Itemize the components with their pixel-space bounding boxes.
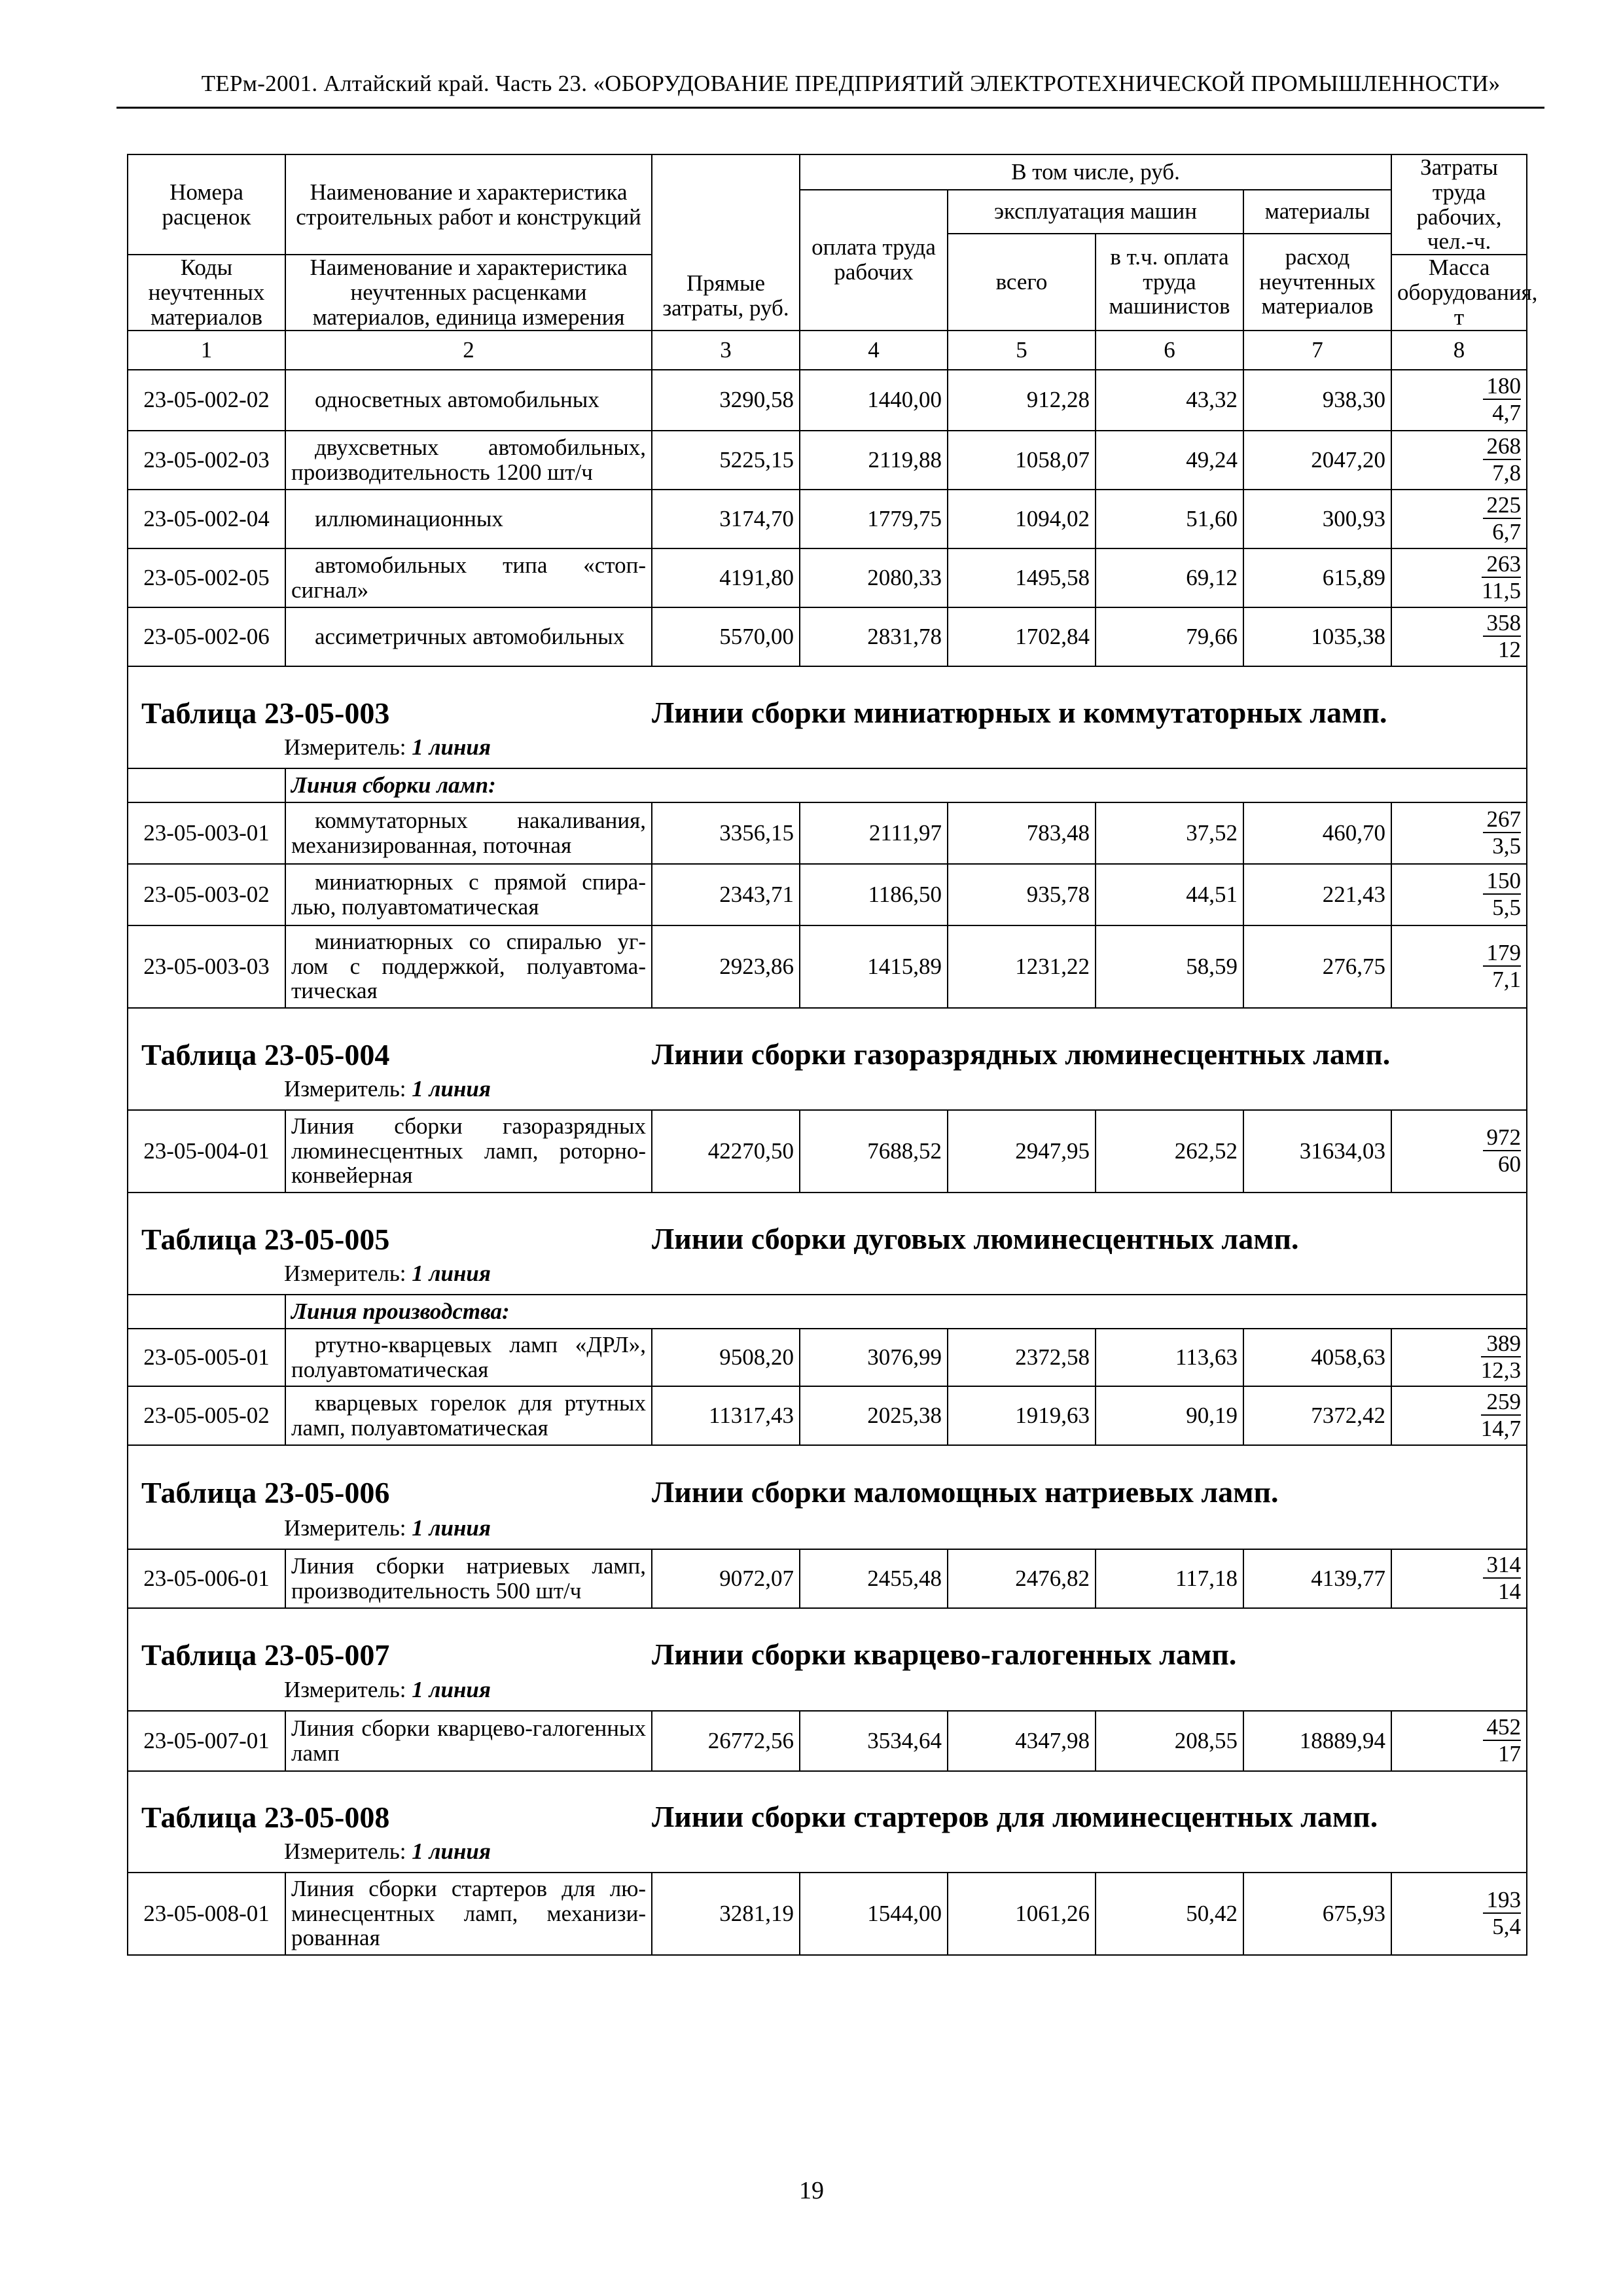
equipment-mass: 5,4 bbox=[1492, 1913, 1522, 1939]
header-code-top: Номера расценок bbox=[128, 154, 285, 255]
table-section-header bbox=[128, 1608, 1527, 1677]
rate-code: 23-05-005-01 bbox=[128, 1329, 285, 1386]
value-labor: 3534,64 bbox=[800, 1711, 948, 1771]
section-cell bbox=[128, 1445, 1527, 1516]
section-cell bbox=[128, 1771, 1527, 1839]
rates-table bbox=[127, 154, 1538, 1956]
measure-cell bbox=[128, 735, 1527, 768]
header-incl-labor: в т.ч. оплата труда машинистов bbox=[1096, 234, 1243, 331]
value-machinist: 113,63 bbox=[1096, 1329, 1243, 1386]
rate-code: 23-05-003-02 bbox=[128, 864, 285, 925]
table-number: Таблица 23-05-007 bbox=[141, 1638, 390, 1672]
equipment-mass: 14 bbox=[1498, 1578, 1522, 1604]
fraction bbox=[1483, 611, 1522, 661]
value-direct: 3356,15 bbox=[652, 802, 800, 864]
column-number: 1 bbox=[128, 331, 285, 370]
measure-cell bbox=[128, 1839, 1527, 1873]
rate-name: Линия сборки натриевых ламп, производительность 500 шт/ч bbox=[285, 1549, 652, 1608]
value-machines: 912,28 bbox=[948, 370, 1096, 431]
value-direct: 9508,20 bbox=[652, 1329, 800, 1386]
subheading: Линия производства: bbox=[285, 1295, 1527, 1329]
labor-hours: 180 bbox=[1483, 374, 1522, 400]
value-machines: 1094,02 bbox=[948, 490, 1096, 548]
rate-code: 23-05-002-02 bbox=[128, 370, 285, 431]
header-consumption: расход неучтенных материалов bbox=[1243, 234, 1391, 331]
measure-row bbox=[128, 735, 1527, 768]
value-machines: 1061,26 bbox=[948, 1873, 1096, 1955]
value-machinist: 43,32 bbox=[1096, 370, 1243, 431]
rate-code: 23-05-003-03 bbox=[128, 925, 285, 1008]
column-number: 4 bbox=[800, 331, 948, 370]
table-number: Таблица 23-05-008 bbox=[141, 1801, 390, 1835]
table-title: Линии сборки газоразрядных люминесцентных ламп. bbox=[652, 1037, 1391, 1071]
table-row bbox=[128, 548, 1527, 607]
section-cell bbox=[128, 1608, 1527, 1677]
value-machines: 2476,82 bbox=[948, 1549, 1096, 1608]
equipment-mass: 5,5 bbox=[1492, 894, 1522, 920]
measure bbox=[134, 1839, 1521, 1872]
table-section-header bbox=[128, 1445, 1527, 1516]
measure bbox=[134, 735, 1521, 768]
table-row bbox=[128, 925, 1527, 1008]
measure-value: 1 линия bbox=[412, 1260, 491, 1286]
fraction bbox=[1483, 493, 1522, 543]
value-machinist: 49,24 bbox=[1096, 431, 1243, 490]
subheading-blank bbox=[128, 768, 285, 802]
section-heading bbox=[134, 1776, 1521, 1834]
rate-code: 23-05-007-01 bbox=[128, 1711, 285, 1771]
measure-row bbox=[128, 1077, 1527, 1110]
rate-name: миниатюрных со спиралью уг-лом с поддержкой, полуавтома-тическая bbox=[285, 925, 652, 1008]
value-machines: 1058,07 bbox=[948, 431, 1096, 490]
section-cell bbox=[128, 666, 1527, 735]
header-name-bottom: Наименование и характеристика неучтенных расценками материалов, единица измерения bbox=[285, 255, 652, 330]
value-direct: 26772,56 bbox=[652, 1711, 800, 1771]
rate-name: миниатюрных с прямой спира-лью, полуавтоматическая bbox=[285, 864, 652, 925]
table-row bbox=[128, 1110, 1527, 1193]
table-row bbox=[128, 1549, 1527, 1608]
labor-hours: 314 bbox=[1483, 1553, 1522, 1579]
value-machines: 2947,95 bbox=[948, 1110, 1096, 1193]
value-labor: 1186,50 bbox=[800, 864, 948, 925]
rate-code: 23-05-006-01 bbox=[128, 1549, 285, 1608]
subheading-blank bbox=[128, 1295, 285, 1329]
labor-mass-fraction bbox=[1391, 370, 1527, 431]
rate-name: ртутно-кварцевых ламп «ДРЛ», полуавтоматическая bbox=[285, 1329, 652, 1386]
value-machines: 1919,63 bbox=[948, 1386, 1096, 1445]
measure-label: Измеритель: bbox=[284, 734, 406, 760]
header-materials: материалы bbox=[1243, 190, 1391, 234]
measure-label: Измеритель: bbox=[284, 1260, 406, 1286]
measure bbox=[134, 1261, 1521, 1294]
labor-hours: 259 bbox=[1481, 1390, 1521, 1416]
equipment-mass: 17 bbox=[1498, 1740, 1522, 1767]
column-number: 2 bbox=[285, 331, 652, 370]
header-rule bbox=[116, 107, 1544, 109]
value-labor: 2025,38 bbox=[800, 1386, 948, 1445]
header-labor-costs: Затраты труда рабочих, чел.-ч. bbox=[1391, 154, 1527, 255]
fraction bbox=[1483, 435, 1522, 484]
equipment-mass: 60 bbox=[1498, 1151, 1522, 1177]
value-direct: 2343,71 bbox=[652, 864, 800, 925]
value-machines: 1702,84 bbox=[948, 607, 1096, 666]
value-materials: 276,75 bbox=[1243, 925, 1391, 1008]
value-machinist: 69,12 bbox=[1096, 548, 1243, 607]
subheading: Линия сборки ламп: bbox=[285, 768, 1527, 802]
labor-mass-fraction bbox=[1391, 548, 1527, 607]
measure-row bbox=[128, 1839, 1527, 1873]
value-labor: 7688,52 bbox=[800, 1110, 948, 1193]
value-labor: 2831,78 bbox=[800, 607, 948, 666]
table-section-header bbox=[128, 1008, 1527, 1077]
section-cell bbox=[128, 1193, 1527, 1261]
value-direct: 3290,58 bbox=[652, 370, 800, 431]
labor-hours: 972 bbox=[1483, 1126, 1522, 1151]
value-machinist: 50,42 bbox=[1096, 1873, 1243, 1955]
table-number: Таблица 23-05-005 bbox=[141, 1222, 390, 1256]
labor-mass-fraction bbox=[1391, 802, 1527, 864]
value-labor: 2455,48 bbox=[800, 1549, 948, 1608]
value-materials: 1035,38 bbox=[1243, 607, 1391, 666]
measure bbox=[134, 1516, 1521, 1549]
rate-code: 23-05-008-01 bbox=[128, 1873, 285, 1955]
fraction bbox=[1483, 869, 1522, 919]
value-machines: 4347,98 bbox=[948, 1711, 1096, 1771]
measure-cell bbox=[128, 1516, 1527, 1549]
value-machinist: 117,18 bbox=[1096, 1549, 1243, 1608]
value-labor: 2080,33 bbox=[800, 548, 948, 607]
value-labor: 1544,00 bbox=[800, 1873, 948, 1955]
table-row bbox=[128, 802, 1527, 864]
table-row bbox=[128, 607, 1527, 666]
equipment-mass: 12 bbox=[1498, 636, 1522, 662]
value-machinist: 208,55 bbox=[1096, 1711, 1243, 1771]
labor-mass-fraction bbox=[1391, 925, 1527, 1008]
rate-code: 23-05-002-05 bbox=[128, 548, 285, 607]
labor-mass-fraction bbox=[1391, 490, 1527, 548]
value-direct: 11317,43 bbox=[652, 1386, 800, 1445]
measure-cell bbox=[128, 1261, 1527, 1295]
rate-name: коммутаторных накаливания, механизированная, поточная bbox=[285, 802, 652, 864]
labor-mass-fraction bbox=[1391, 1386, 1527, 1445]
labor-mass-fraction bbox=[1391, 1329, 1527, 1386]
table-number: Таблица 23-05-004 bbox=[141, 1037, 390, 1071]
column-number: 5 bbox=[948, 331, 1096, 370]
measure-row bbox=[128, 1677, 1527, 1711]
fraction bbox=[1483, 1553, 1522, 1603]
labor-mass-fraction bbox=[1391, 431, 1527, 490]
measure bbox=[134, 1677, 1521, 1710]
measure-label: Измеритель: bbox=[284, 1838, 406, 1864]
rate-name: автомобильных типа «стоп-сигнал» bbox=[285, 548, 652, 607]
equipment-mass: 6,7 bbox=[1492, 518, 1522, 545]
header-total: всего bbox=[948, 234, 1096, 331]
measure-cell bbox=[128, 1677, 1527, 1711]
fraction bbox=[1483, 374, 1522, 424]
section-heading bbox=[134, 672, 1521, 730]
header-code-bottom: Коды неучтенных материалов bbox=[128, 255, 285, 330]
value-machines: 1231,22 bbox=[948, 925, 1096, 1008]
value-labor: 3076,99 bbox=[800, 1329, 948, 1386]
value-direct: 2923,86 bbox=[652, 925, 800, 1008]
column-number-row bbox=[128, 331, 1527, 370]
table-section-header bbox=[128, 666, 1527, 735]
equipment-mass: 4,7 bbox=[1492, 400, 1522, 426]
rate-code: 23-05-002-03 bbox=[128, 431, 285, 490]
equipment-mass: 3,5 bbox=[1492, 833, 1522, 859]
labor-hours: 267 bbox=[1483, 808, 1522, 833]
table-section-header bbox=[128, 1771, 1527, 1839]
value-machines: 2372,58 bbox=[948, 1329, 1096, 1386]
rate-name: Линия сборки кварцево-галогенных ламп bbox=[285, 1711, 652, 1771]
labor-hours: 268 bbox=[1483, 435, 1522, 460]
labor-mass-fraction bbox=[1391, 1711, 1527, 1771]
rate-code: 23-05-002-06 bbox=[128, 607, 285, 666]
value-direct: 5225,15 bbox=[652, 431, 800, 490]
rate-name: ассиметричных автомобильных bbox=[285, 607, 652, 666]
running-header: ТЕРм-2001. Алтайский край. Часть 23. «ОБОРУДОВАНИЕ ПРЕДПРИЯТИЙ ЭЛЕКТРОТЕХНИЧЕСКОЙ ПРОМЫШЛЕННОСТИ» bbox=[201, 71, 1501, 96]
measure-value: 1 линия bbox=[412, 1515, 491, 1541]
measure-value: 1 линия bbox=[412, 1676, 491, 1702]
value-machines: 783,48 bbox=[948, 802, 1096, 864]
value-labor: 1440,00 bbox=[800, 370, 948, 431]
equipment-mass: 7,8 bbox=[1492, 459, 1522, 486]
rate-name: двухсветных автомобильных, производительность 1200 шт/ч bbox=[285, 431, 652, 490]
fraction bbox=[1481, 1390, 1521, 1440]
value-direct: 9072,07 bbox=[652, 1549, 800, 1608]
measure-cell bbox=[128, 1077, 1527, 1110]
table-row bbox=[128, 1329, 1527, 1386]
value-materials: 7372,42 bbox=[1243, 1386, 1391, 1445]
labor-hours: 358 bbox=[1483, 611, 1522, 637]
table-number: Таблица 23-05-003 bbox=[141, 696, 390, 730]
value-materials: 300,93 bbox=[1243, 490, 1391, 548]
value-direct: 3281,19 bbox=[652, 1873, 800, 1955]
section-heading bbox=[134, 1614, 1521, 1672]
table-title: Линии сборки кварцево-галогенных ламп. bbox=[652, 1638, 1237, 1672]
labor-hours: 263 bbox=[1482, 552, 1521, 578]
value-machinist: 51,60 bbox=[1096, 490, 1243, 548]
labor-hours: 225 bbox=[1483, 493, 1522, 519]
value-labor: 1779,75 bbox=[800, 490, 948, 548]
header-machines: эксплуатация машин bbox=[948, 190, 1243, 234]
labor-hours: 179 bbox=[1483, 941, 1522, 967]
rate-code: 23-05-002-04 bbox=[128, 490, 285, 548]
value-direct: 5570,00 bbox=[652, 607, 800, 666]
subheading-row bbox=[128, 768, 1527, 802]
header-mass: Масса оборудования, т bbox=[1391, 255, 1527, 330]
labor-mass-fraction bbox=[1391, 864, 1527, 925]
table-row bbox=[128, 431, 1527, 490]
table-row bbox=[128, 1386, 1527, 1445]
page-number: 19 bbox=[799, 2177, 824, 2204]
section-heading bbox=[134, 1452, 1521, 1509]
section-heading bbox=[134, 1014, 1521, 1071]
equipment-mass: 11,5 bbox=[1482, 577, 1522, 603]
labor-hours: 389 bbox=[1481, 1332, 1521, 1357]
column-number: 3 bbox=[652, 331, 800, 370]
subheading-row bbox=[128, 1295, 1527, 1329]
rate-code: 23-05-004-01 bbox=[128, 1110, 285, 1193]
value-materials: 4139,77 bbox=[1243, 1549, 1391, 1608]
header-direct: Прямые затраты, руб. bbox=[652, 154, 800, 331]
value-machinist: 79,66 bbox=[1096, 607, 1243, 666]
value-materials: 460,70 bbox=[1243, 802, 1391, 864]
value-labor: 2111,97 bbox=[800, 802, 948, 864]
rate-name: иллюминационных bbox=[285, 490, 652, 548]
value-machinist: 90,19 bbox=[1096, 1386, 1243, 1445]
section-heading bbox=[134, 1198, 1521, 1256]
equipment-mass: 12,3 bbox=[1480, 1357, 1522, 1383]
header-name-top: Наименование и характеристика строительных работ и конструкций bbox=[285, 154, 652, 255]
measure-value: 1 линия bbox=[412, 734, 491, 760]
fraction bbox=[1481, 1332, 1521, 1382]
value-direct: 4191,80 bbox=[652, 548, 800, 607]
fraction bbox=[1483, 1715, 1522, 1765]
rate-name: односветных автомобильных bbox=[285, 370, 652, 431]
section-cell bbox=[128, 1008, 1527, 1077]
measure-value: 1 линия bbox=[412, 1075, 491, 1102]
equipment-mass: 14,7 bbox=[1480, 1415, 1522, 1441]
labor-hours: 452 bbox=[1483, 1715, 1522, 1741]
value-materials: 938,30 bbox=[1243, 370, 1391, 431]
column-number: 8 bbox=[1391, 331, 1527, 370]
measure bbox=[134, 1077, 1521, 1109]
table-title: Линии сборки миниатюрных и коммутаторных ламп. bbox=[652, 695, 1387, 729]
table-title: Линии сборки дуговых люминесцентных ламп. bbox=[652, 1221, 1299, 1255]
table-row bbox=[128, 1711, 1527, 1771]
value-machinist: 58,59 bbox=[1096, 925, 1243, 1008]
value-machines: 1495,58 bbox=[948, 548, 1096, 607]
fraction bbox=[1483, 808, 1522, 857]
fraction bbox=[1482, 552, 1521, 602]
value-machinist: 262,52 bbox=[1096, 1110, 1243, 1193]
value-direct: 3174,70 bbox=[652, 490, 800, 548]
rate-code: 23-05-003-01 bbox=[128, 802, 285, 864]
table-row bbox=[128, 370, 1527, 431]
measure-label: Измеритель: bbox=[284, 1676, 406, 1702]
equipment-mass: 7,1 bbox=[1492, 966, 1522, 992]
rate-name: Линия сборки газоразрядных люминесцентных ламп, роторно-конвейерная bbox=[285, 1110, 652, 1193]
value-materials: 221,43 bbox=[1243, 864, 1391, 925]
table-row bbox=[128, 864, 1527, 925]
table-title: Линии сборки стартеров для люминесцентных ламп. bbox=[652, 1800, 1378, 1834]
labor-mass-fraction bbox=[1391, 1110, 1527, 1193]
column-number: 7 bbox=[1243, 331, 1391, 370]
value-materials: 4058,63 bbox=[1243, 1329, 1391, 1386]
rate-name: кварцевых горелок для ртутных ламп, полуавтоматическая bbox=[285, 1386, 652, 1445]
fraction bbox=[1483, 1126, 1522, 1175]
value-materials: 31634,03 bbox=[1243, 1110, 1391, 1193]
value-direct: 42270,50 bbox=[652, 1110, 800, 1193]
labor-mass-fraction bbox=[1391, 1549, 1527, 1608]
rate-code: 23-05-005-02 bbox=[128, 1386, 285, 1445]
table-row bbox=[128, 1873, 1527, 1955]
rate-name: Линия сборки стартеров для лю-минесцентных ламп, механизи-рованная bbox=[285, 1873, 652, 1955]
fraction bbox=[1483, 1888, 1522, 1938]
value-materials: 675,93 bbox=[1243, 1873, 1391, 1955]
measure-row bbox=[128, 1261, 1527, 1295]
labor-hours: 193 bbox=[1483, 1888, 1522, 1914]
value-machinist: 44,51 bbox=[1096, 864, 1243, 925]
value-materials: 615,89 bbox=[1243, 548, 1391, 607]
table-title: Линии сборки маломощных натриевых ламп. bbox=[652, 1475, 1279, 1509]
measure-label: Измеритель: bbox=[284, 1075, 406, 1102]
column-number: 6 bbox=[1096, 331, 1243, 370]
table-number: Таблица 23-05-006 bbox=[141, 1476, 390, 1510]
labor-mass-fraction bbox=[1391, 1873, 1527, 1955]
value-machinist: 37,52 bbox=[1096, 802, 1243, 864]
value-labor: 1415,89 bbox=[800, 925, 948, 1008]
measure-row bbox=[128, 1516, 1527, 1549]
fraction bbox=[1483, 941, 1522, 991]
header-incl: В том числе, руб. bbox=[800, 154, 1391, 190]
table-row bbox=[128, 490, 1527, 548]
value-materials: 2047,20 bbox=[1243, 431, 1391, 490]
labor-hours: 150 bbox=[1483, 869, 1522, 895]
labor-mass-fraction bbox=[1391, 607, 1527, 666]
table-section-header bbox=[128, 1193, 1527, 1261]
value-labor: 2119,88 bbox=[800, 431, 948, 490]
value-machines: 935,78 bbox=[948, 864, 1096, 925]
measure-label: Измеритель: bbox=[284, 1515, 406, 1541]
value-materials: 18889,94 bbox=[1243, 1711, 1391, 1771]
measure-value: 1 линия bbox=[412, 1838, 491, 1864]
header-labor: оплата труда рабочих bbox=[800, 190, 948, 331]
